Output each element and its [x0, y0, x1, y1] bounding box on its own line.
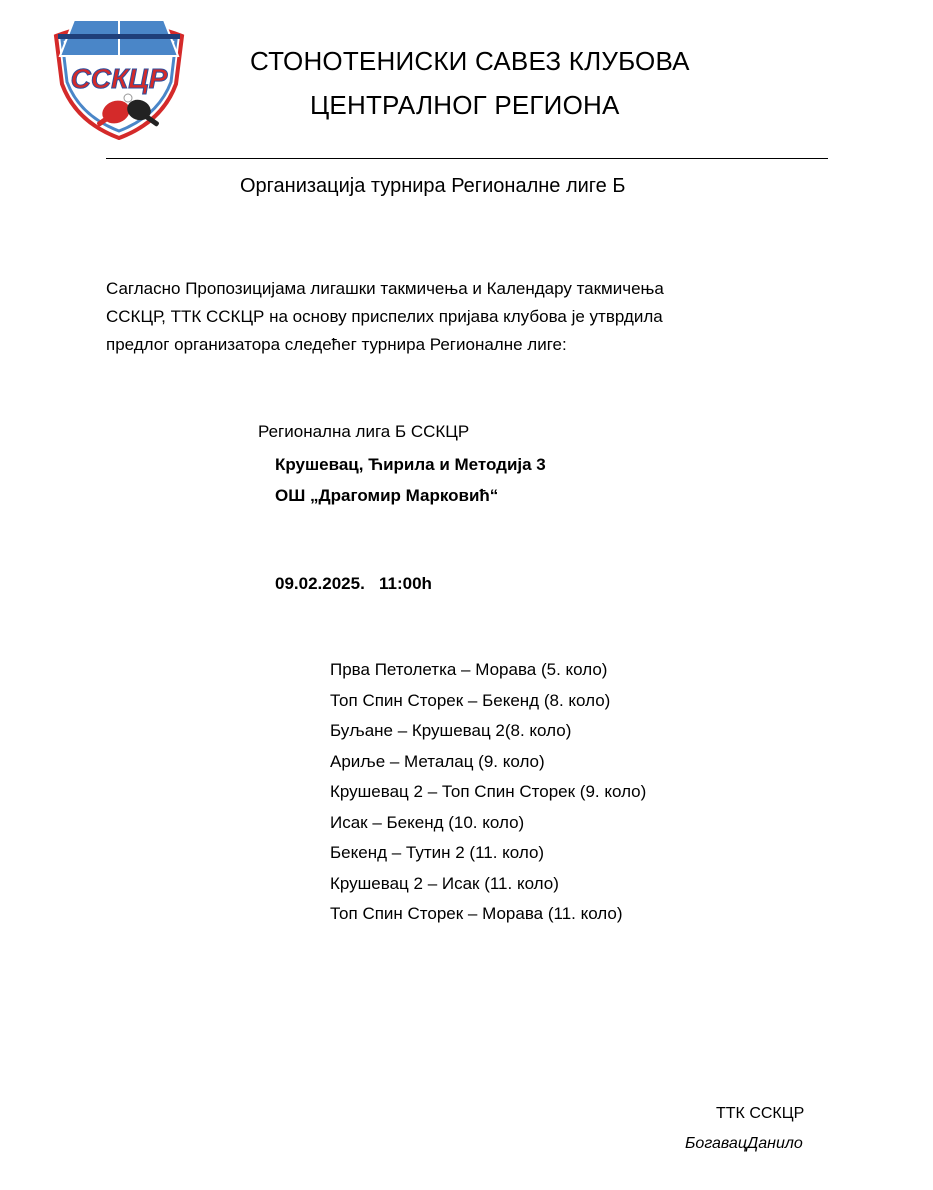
header-divider: [106, 158, 828, 159]
federation-logo: [44, 14, 194, 140]
match-item: Крушевац 2 – Исак (11. коло): [330, 873, 559, 893]
svg-text:ССКЦР: ССКЦР: [70, 63, 168, 94]
match-item: Прва Петолетка – Морава (5. коло): [330, 660, 608, 679]
match-list: [330, 655, 646, 930]
intro-line: ССКЦР, ТТК ССКЦР на основу приспелих пријава клубова је утврдила: [106, 307, 663, 326]
league-name: Регионална лига Б ССКЦР: [258, 422, 470, 441]
match-item: Крушевац 2 – Топ Спин Сторек (9. коло): [330, 782, 647, 801]
logo-emblem-icon: [44, 14, 194, 140]
match-item: Топ Спин Сторек – Бекенд (8. коло): [330, 690, 611, 710]
org-name-line-1: СТОНОТЕНИСКИ САВЕЗ КЛУБОВА: [250, 46, 690, 76]
signature-organization: ТТК ССКЦР: [716, 1105, 805, 1122]
org-name-line-2: ЦЕНТРАЛНОГ РЕГИОНА: [310, 90, 620, 120]
match-item: Бекенд – Тутин 2 (11. коло): [330, 843, 545, 862]
venue-address: Крушевац, Ћирила и Методија 3: [275, 455, 546, 474]
match-item: Ариље – Металац (9. коло): [330, 751, 545, 771]
match-item: Топ Спин Сторек – Морава (11. коло): [330, 904, 623, 923]
match-item: Исак – Бекенд (10. коло): [330, 812, 525, 832]
tournament-datetime: 09.02.2025. 11:00h: [275, 574, 432, 593]
intro-line: Сагласно Пропозицијама лигашки такмичења и Календару такмичења: [106, 279, 664, 298]
signature-name: БогавацДанило: [685, 1135, 803, 1152]
document-title: Организација турнира Регионалне лиге Б: [240, 175, 626, 197]
venue-school: ОШ „Драгомир Марковић“: [275, 486, 499, 505]
match-item: Буљане – Крушевац 2(8. коло): [330, 721, 572, 740]
intro-paragraph: [106, 275, 806, 359]
intro-line: предлог организатора следећег турнира Регионалне лиге:: [106, 335, 567, 354]
